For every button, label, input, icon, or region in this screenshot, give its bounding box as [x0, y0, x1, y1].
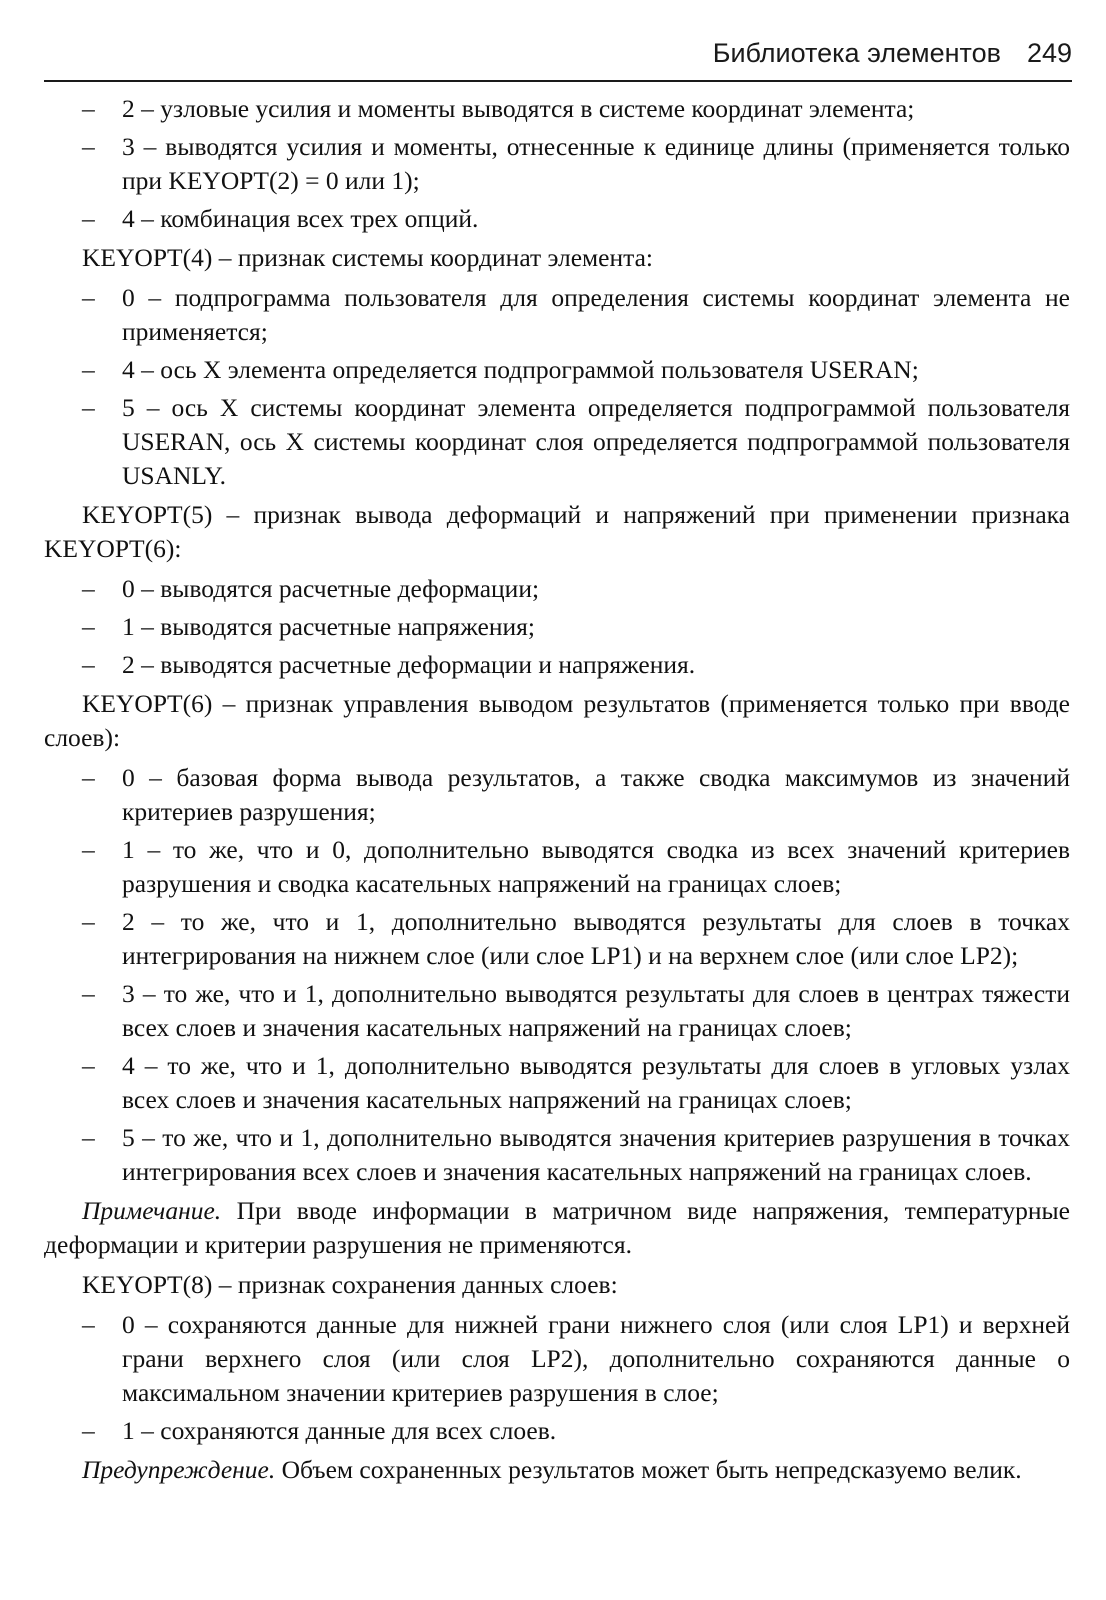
list-item	[44, 572, 1070, 606]
list-item	[44, 1121, 1070, 1189]
list-item-text: 0 – базовая форма вывода результатов, а также сводка максимумов из значений критериев разрушения;	[122, 763, 1070, 826]
keyopt4-paragraph: KEYOPT(4) – признак системы координат элемента:	[82, 243, 653, 272]
list-item	[44, 353, 1070, 387]
list-item-text: 2 – то же, что и 1, дополнительно выводятся результаты для слоев в точках интегрирования на нижнем слое (или слое LP1) и на верхнем слое (или слое LP2);	[122, 907, 1070, 970]
note-paragraph	[44, 1194, 1070, 1262]
list-item	[44, 1414, 1070, 1448]
page-body	[44, 92, 1070, 1493]
list-item	[44, 1308, 1070, 1410]
list-dash: –	[82, 1123, 95, 1152]
list-item	[44, 905, 1070, 973]
list-dash: –	[82, 763, 95, 792]
list-item	[44, 610, 1070, 644]
list-item	[44, 648, 1070, 682]
chapter-title: Библиотека элементов	[712, 38, 1001, 68]
list-item-text: 1 – выводятся расчетные напряжения;	[122, 612, 535, 641]
list-dash: –	[82, 132, 95, 161]
note-text: При вводе информации в матричном виде напряжения, температурные деформации и критерии разрушения не применяются.	[44, 1196, 1070, 1259]
list-item-text: 4 – ось X элемента определяется подпрограммой пользователя USERAN;	[122, 355, 919, 384]
list-item	[44, 761, 1070, 829]
page-number: 249	[1026, 38, 1072, 68]
keyopt6-paragraph: KEYOPT(6) – признак управления выводом результатов (применяется только при вводе слоев):	[44, 689, 1070, 752]
header-rule	[44, 80, 1072, 82]
list-item-text: 3 – выводятся усилия и моменты, отнесенные к единице длины (применяется только при KEYOPT(2) = 0 или 1);	[122, 132, 1070, 195]
list-dash: –	[82, 393, 95, 422]
list-dash: –	[82, 835, 95, 864]
list-item-text: 1 – то же, что и 0, дополнительно выводятся сводка из всех значений критериев разрушения и сводка касательных напряжений на границах слоев;	[122, 835, 1070, 898]
list-dash: –	[82, 204, 95, 233]
list-dash: –	[82, 574, 95, 603]
list-item-text: 5 – то же, что и 1, дополнительно выводятся значения критериев разрушения в точках интегрирования всех слоев и значения касательных напряжений на границах слоев.	[122, 1123, 1070, 1186]
list-item	[44, 130, 1070, 198]
list-dash: –	[82, 355, 95, 384]
note-label: Примечание.	[82, 1196, 222, 1225]
list-dash: –	[82, 1416, 95, 1445]
list-dash: –	[82, 907, 95, 936]
list-dash: –	[82, 94, 95, 123]
list-item-text: 0 – сохраняются данные для нижней грани нижнего слоя (или слоя LP1) и верхней грани верхнего слоя (или слоя LP2), дополнительно сохраняются данные о максимальном значении критериев разрушения в слое;	[122, 1310, 1070, 1407]
list-dash: –	[82, 650, 95, 679]
list-item-text: 2 – выводятся расчетные деформации и напряжения.	[122, 650, 696, 679]
list-item	[44, 833, 1070, 901]
list-item-text: 5 – ось X системы координат элемента определяется подпрограммой пользователя USERAN, ось X системы координат слоя определяется подпрограммой пользователя USANLY.	[122, 393, 1070, 490]
list-item	[44, 1049, 1070, 1117]
list-dash: –	[82, 1051, 95, 1080]
list-item-text: 0 – выводятся расчетные деформации;	[122, 574, 540, 603]
list-dash: –	[82, 1310, 95, 1339]
list-item-text: 1 – сохраняются данные для всех слоев.	[122, 1416, 557, 1445]
list-dash: –	[82, 979, 95, 1008]
list-item	[44, 281, 1070, 349]
list-dash: –	[82, 612, 95, 641]
running-header	[44, 38, 1072, 80]
warning-text: Объем сохраненных результатов может быть непредсказуемо велик.	[275, 1455, 1022, 1484]
list-item	[44, 202, 1070, 236]
list-item	[44, 92, 1070, 126]
keyopt8-paragraph: KEYOPT(8) – признак сохранения данных слоев:	[82, 1270, 618, 1299]
list-item-text: 2 – узловые усилия и моменты выводятся в системе координат элемента;	[122, 94, 915, 123]
list-item-text: 4 – комбинация всех трех опций.	[122, 204, 479, 233]
list-item-text: 3 – то же, что и 1, дополнительно выводятся результаты для слоев в центрах тяжести всех слоев и значения касательных напряжений на границах слоев;	[122, 979, 1070, 1042]
list-item-text: 0 – подпрограмма пользователя для определения системы координат элемента не применяется;	[122, 283, 1070, 346]
warning-label: Предупреждение.	[82, 1455, 276, 1484]
list-item-text: 4 – то же, что и 1, дополнительно выводятся результаты для слоев в угловых узлах всех слоев и значения касательных напряжений на границах слоев;	[122, 1051, 1070, 1114]
list-dash: –	[82, 283, 95, 312]
list-item	[44, 977, 1070, 1045]
warning-paragraph	[44, 1453, 1070, 1487]
list-item	[44, 391, 1070, 493]
keyopt5-paragraph: KEYOPT(5) – признак вывода деформаций и напряжений при применении признака KEYOPT(6):	[44, 500, 1070, 563]
